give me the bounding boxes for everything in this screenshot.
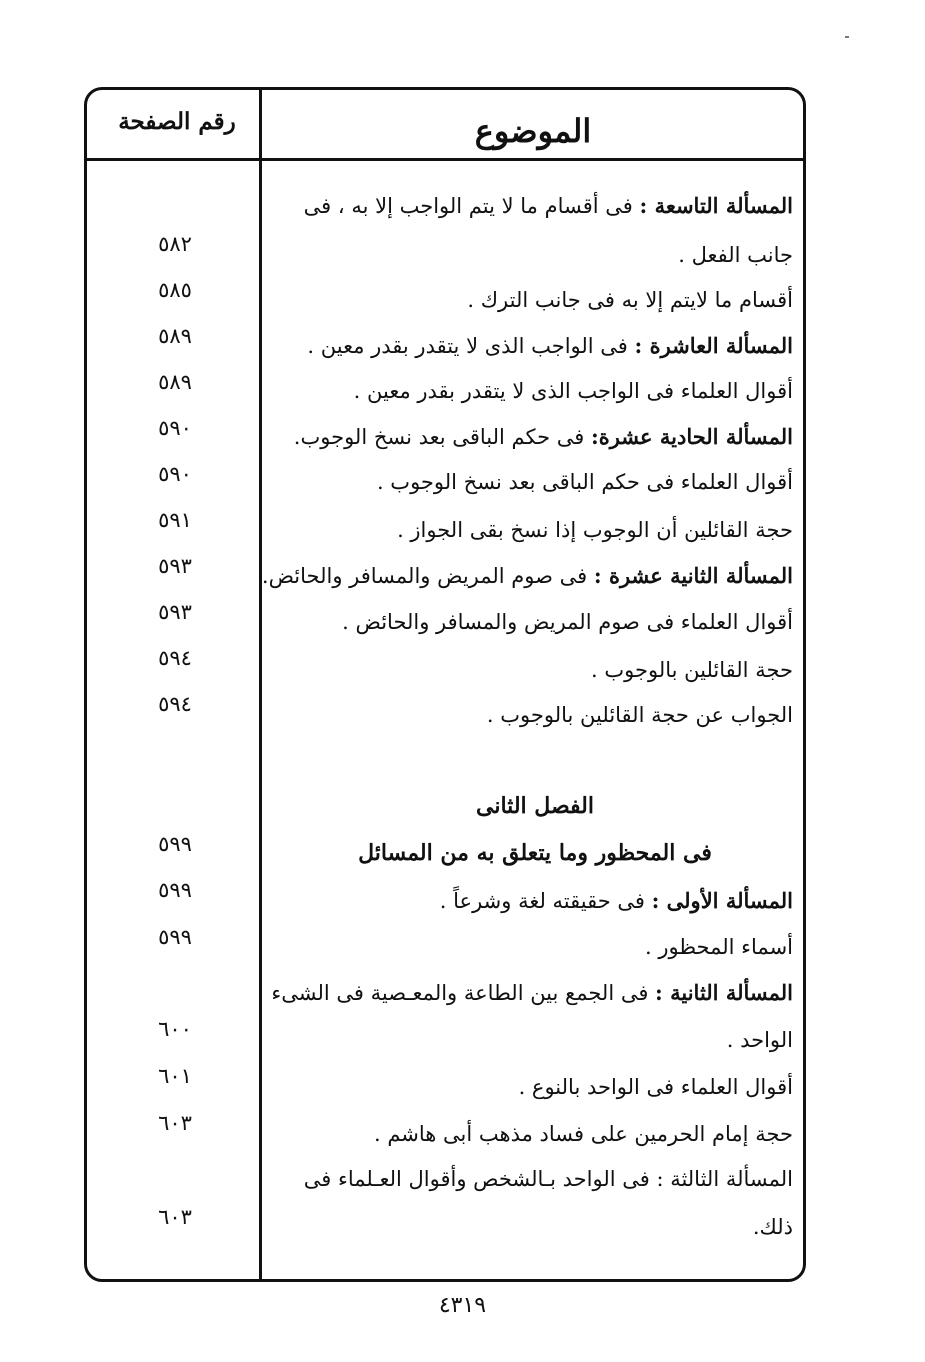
page-number: ٥٩٩ xyxy=(158,878,192,902)
page-number: ٥٨٩ xyxy=(158,324,192,348)
toc-entry: جانب الفعل . xyxy=(678,243,793,267)
page-number: ٥٨٥ xyxy=(158,278,192,302)
page-number: ٦٠١ xyxy=(158,1064,192,1088)
toc-entry: أقوال العلماء فى الواجب الذى لا يتقدر بقدر معين . xyxy=(353,379,793,403)
page-number: ٥٩٤ xyxy=(158,692,192,716)
page-number: ٥٨٩ xyxy=(158,370,192,394)
page-number: ٦٠٠ xyxy=(158,1017,192,1041)
page-number: ٦٠٣ xyxy=(158,1111,192,1135)
toc-entry: أقوال العلماء فى الواحد بالنوع . xyxy=(518,1075,793,1099)
page-number: ٦٠٣ xyxy=(158,1205,192,1229)
page-number: ٥٩٠ xyxy=(158,416,192,440)
toc-entry: المسألة العاشرة : فى الواجب الذى لا يتقدر بقدر معين . xyxy=(307,333,793,358)
page-number-column-header: رقم الصفحة xyxy=(118,108,236,135)
page-number: ٥٩٤ xyxy=(158,646,192,670)
toc-entry: ذلك. xyxy=(752,1215,793,1239)
toc-entry: أسماء المحظور . xyxy=(644,935,793,959)
section-subtitle: فى المحظور وما يتعلق به من المسائل xyxy=(358,840,712,866)
toc-entry: أقوال العلماء فى حكم الباقى بعد نسخ الوجوب . xyxy=(376,470,793,494)
page-number: ٥٩٣ xyxy=(158,554,192,578)
toc-entry: المسألة الثانية عشرة : فى صوم المريض والمسافر والحائض. xyxy=(261,563,793,588)
toc-entry: الواحد . xyxy=(726,1028,793,1052)
page-number: ٥٩٠ xyxy=(158,462,192,486)
section-title: الفصل الثانى xyxy=(476,793,594,819)
page-number: ٥٩١ xyxy=(158,508,192,532)
toc-entry: أقسام ما لايتم إلا به فى جانب الترك . xyxy=(467,288,793,312)
toc-entry: حجة إمام الحرمين على فساد مذهب أبى هاشم . xyxy=(373,1122,793,1146)
page-number: ٥٩٩ xyxy=(158,832,192,856)
toc-entry: أقوال العلماء فى صوم المريض والمسافر والحائض . xyxy=(342,610,793,634)
toc-entry: المسألة الأولى : فى حقيقته لغة وشرعاً . xyxy=(439,888,793,913)
scan-speck xyxy=(845,36,849,38)
column-divider xyxy=(259,90,262,1279)
subject-column-header: الموضوع xyxy=(474,112,592,150)
page-number: ٥٩٣ xyxy=(158,600,192,624)
toc-entry: المسألة الثالثة : فى الواحد بـالشخص وأقوال العـلماء فى xyxy=(303,1167,793,1191)
toc-entry: حجة القائلين بالوجوب . xyxy=(591,658,793,682)
toc-entry: المسألة التاسعة : فى أقسام ما لا يتم الواجب إلا به ، فى xyxy=(303,193,793,218)
toc-entry: حجة القائلين أن الوجوب إذا نسخ بقى الجواز . xyxy=(397,518,793,542)
page-number: ٥٩٩ xyxy=(158,925,192,949)
page-number: ٥٨٢ xyxy=(158,232,192,256)
toc-entry: الجواب عن حجة القائلين بالوجوب . xyxy=(486,703,793,727)
toc-entry: المسألة الثانية : فى الجمع بين الطاعة والمعـصية فى الشىء xyxy=(271,980,793,1005)
footer-page-number: ٤٣١٩ xyxy=(438,1293,487,1318)
toc-entry: المسألة الحادية عشرة: فى حكم الباقى بعد نسخ الوجوب. xyxy=(293,424,793,449)
header-separator xyxy=(87,158,803,161)
